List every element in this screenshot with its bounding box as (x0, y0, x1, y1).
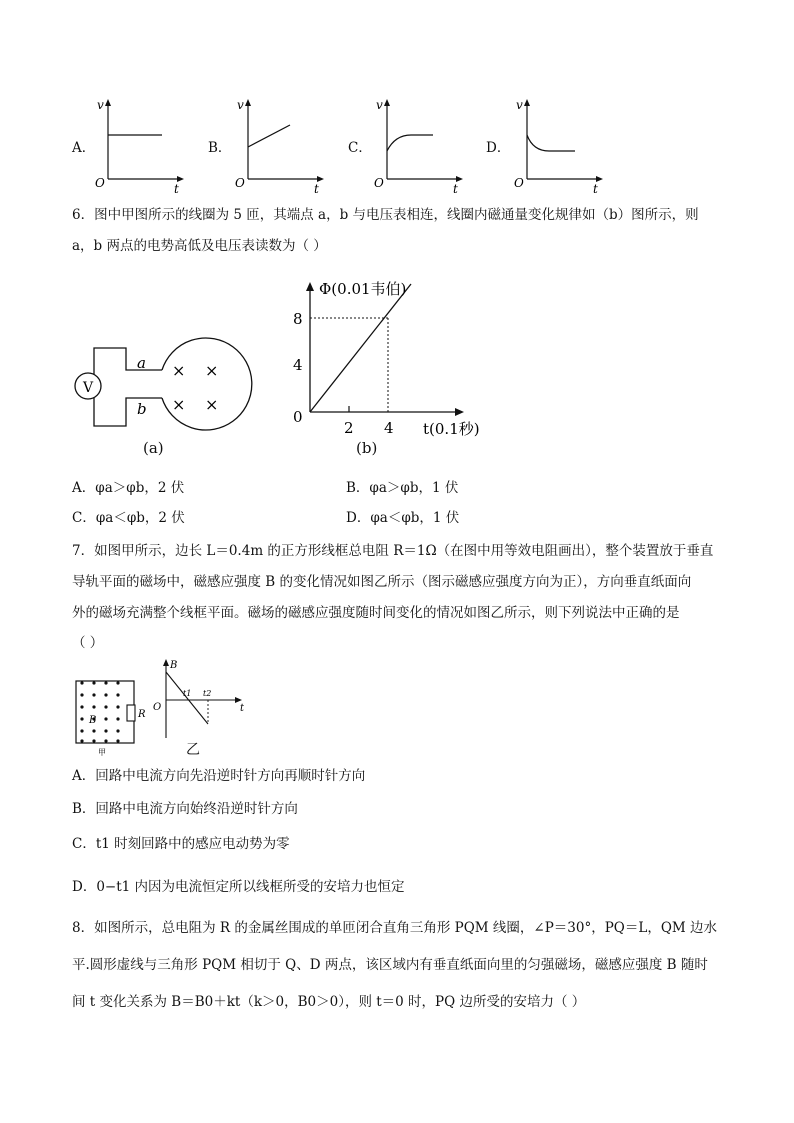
q5-graph-b-v: v (237, 98, 244, 112)
q7-figure-yi (152, 656, 262, 751)
q5-option-d-label[interactable]: D． (486, 140, 511, 156)
q6-stem-line1: 6．图中甲图所示的线圈为 5 匝，其端点 a，b 与电压表相连，线圈内磁通量变化规律如（b）图所示，则 (72, 207, 699, 223)
q5-graph-a-o: O (95, 176, 105, 190)
flux-ytick-8: 8 (293, 310, 303, 328)
q5-graph-b-curve (248, 125, 290, 147)
coil-point-b: b (137, 400, 147, 418)
flux-xtick-2: 2 (344, 419, 354, 437)
flux-ylabel: Φ(0.01韦伯) (319, 280, 407, 298)
yi-b-line (166, 672, 208, 724)
q7-stem-line3: 外的磁场充满整个线框平面。磁场的磁感应强度随时间变化的情况如图乙所示，则下列说法中正确的是 (72, 605, 680, 621)
q7-stem-line2: 导轨平面的磁场中，磁感应强度 B 的变化情况如图乙所示（图示磁感应强度方向为正），方向垂直纸面向 (72, 574, 692, 590)
yi-t2-label: t2 (203, 689, 212, 698)
q5-graph-c-curve (387, 135, 433, 151)
q6-figure-a (72, 318, 272, 438)
q6-stem-line2: a，b 两点的电势高低及电压表读数为（ ） (72, 238, 327, 254)
q5-option-b-label[interactable]: B． (208, 140, 232, 156)
q5-graph-d-o: O (514, 176, 524, 190)
jia-field-label: B (89, 715, 97, 726)
q5-graph-c-v: v (376, 98, 383, 112)
q6-option-c[interactable]: C．φa＜φb，2 伏 (72, 510, 185, 526)
voltmeter-label: V (83, 380, 94, 396)
q5-graph-a (92, 95, 182, 195)
flux-ytick-4: 4 (293, 356, 303, 374)
field-cross-4: × (205, 395, 219, 414)
q7-stem-line4: （ ） (72, 635, 104, 651)
q5-graph-b-t: t (314, 182, 319, 196)
q6-figure-b-caption: (b) (356, 439, 378, 457)
jia-caption: 甲 (98, 748, 106, 757)
q5-graph-c (371, 95, 461, 195)
field-cross-3: × (172, 395, 186, 414)
q8-stem-line3: 间 t 变化关系为 B＝B0＋kt（k＞0，B0＞0），则 t＝0 时，PQ 边所受的安培力（ ） (72, 994, 586, 1010)
q5-option-c-label[interactable]: C． (348, 140, 372, 156)
q5-graph-d (511, 95, 601, 195)
flux-xlabel: t(0.1秒) (423, 420, 480, 438)
q7-option-d[interactable]: D．0−t1 内因为电流恒定所以线框所受的安培力也恒定 (72, 879, 405, 895)
flux-ytick-0: 0 (293, 408, 303, 426)
q5-graph-a-v: v (97, 98, 104, 112)
yi-b-label: B (170, 660, 178, 671)
q5-graph-b (232, 95, 322, 195)
q5-option-a-label[interactable]: A． (72, 140, 96, 156)
q6-option-b[interactable]: B．φa＞φb，1 伏 (346, 480, 459, 496)
resistor-symbol (127, 705, 135, 721)
q7-figure-yi-caption: 乙 (186, 742, 200, 758)
flux-line (310, 284, 411, 412)
coil-point-a: a (137, 354, 146, 372)
q5-graph-d-curve (527, 135, 575, 151)
yi-t1-label: t1 (183, 689, 192, 698)
coil-loop (162, 338, 252, 430)
field-cross-1: × (172, 361, 186, 380)
q8-stem-line2: 平.圆形虚线与三角形 PQM 相切于 Q、D 两点，该区域内有垂直纸面向里的匀强磁场，磁感应强度 B 随时 (72, 957, 708, 973)
q7-option-a[interactable]: A．回路中电流方向先沿逆时针方向再顺时针方向 (72, 768, 366, 784)
q6-option-d[interactable]: D．φa＜φb，1 伏 (346, 510, 460, 526)
q5-graph-c-o: O (374, 176, 384, 190)
flux-xtick-4: 4 (384, 419, 394, 437)
q5-graph-d-t: t (593, 182, 598, 196)
q7-stem-line1: 7．如图甲所示，边长 L＝0.4m 的正方形线框总电阻 R＝1Ω（在图中用等效电阻画出），整个装置放于垂直 (72, 543, 714, 559)
q6-option-a[interactable]: A．φa＞φb，2 伏 (72, 480, 185, 496)
q5-graph-c-t: t (453, 182, 458, 196)
field-cross-2: × (205, 361, 219, 380)
q6-figure-b (290, 276, 490, 436)
yi-origin: O (153, 702, 162, 713)
q7-figure-jia (72, 671, 152, 759)
yi-t-label: t (240, 703, 245, 714)
q5-graph-a-t: t (174, 182, 179, 196)
q7-option-b[interactable]: B．回路中电流方向始终沿逆时针方向 (72, 801, 298, 817)
q6-figure-a-caption: (a) (143, 439, 164, 457)
q8-stem-line1: 8．如图所示，总电阻为 R 的金属丝围成的单匝闭合直角三角形 PQM 线圈，∠P＝30°，PQ＝L，QM 边水 (72, 920, 718, 936)
q5-graph-d-v: v (516, 98, 523, 112)
q5-options-row (0, 95, 794, 195)
q5-graph-b-o: O (235, 176, 245, 190)
q7-option-c[interactable]: C．t1 时刻回路中的感应电动势为零 (72, 836, 290, 852)
jia-resistor-label: R (138, 709, 146, 720)
